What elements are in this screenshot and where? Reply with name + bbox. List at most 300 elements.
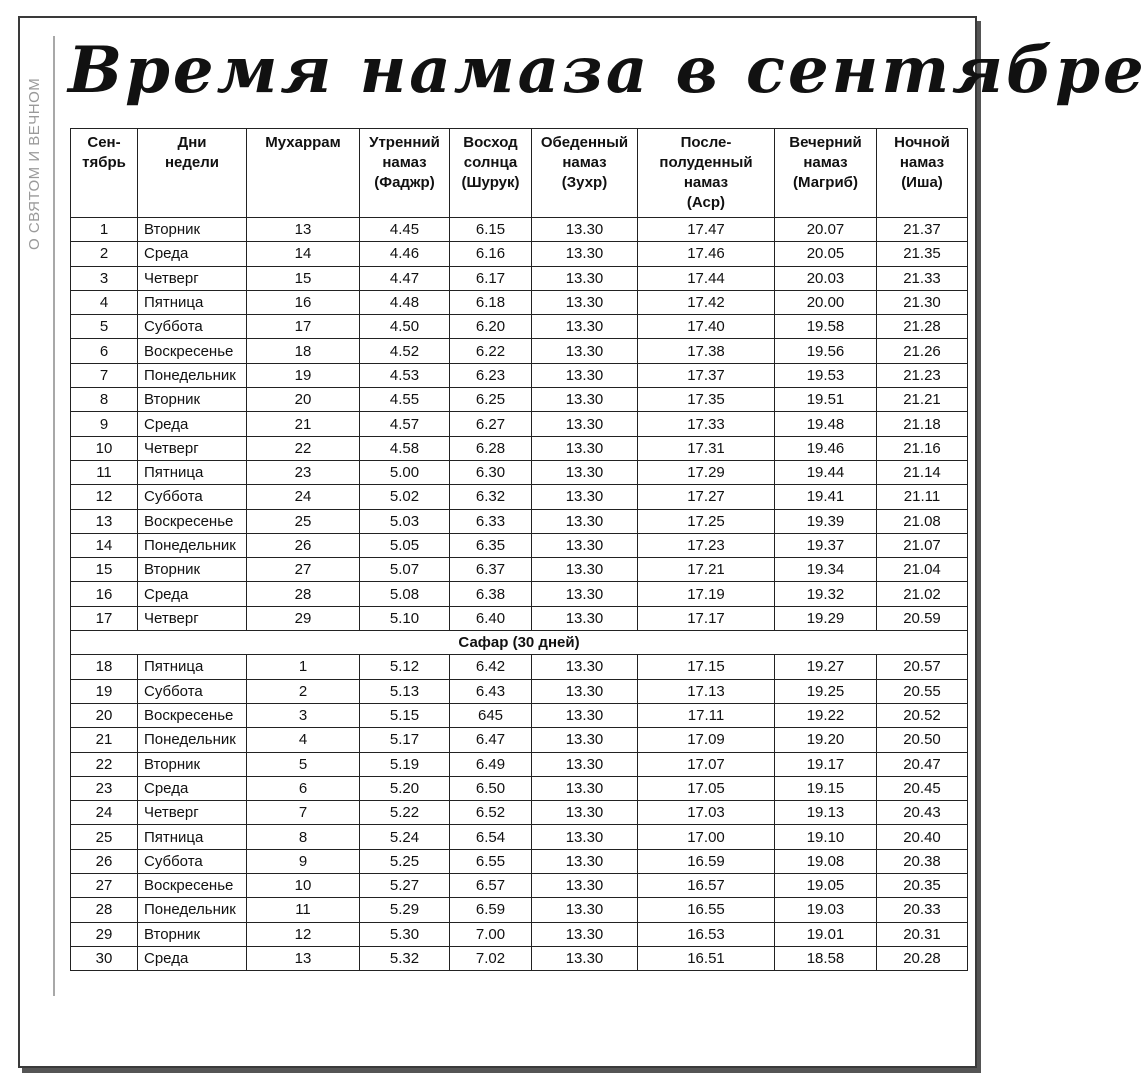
table-cell: 13.30 [532,266,638,290]
table-cell: 13.30 [532,218,638,242]
table-row [71,655,968,679]
table-cell: 5.19 [360,752,450,776]
table-cell: 5.00 [360,460,450,484]
table-cell: 6.17 [450,266,532,290]
table-cell: 19.51 [775,388,877,412]
table-cell: 16.51 [638,946,775,970]
table-cell: 17.05 [638,776,775,800]
table-cell: 6 [71,339,138,363]
table-cell: 29 [247,606,360,630]
table-cell: 5.17 [360,728,450,752]
table-cell: Понедельник [138,363,247,387]
table-cell: 28 [71,898,138,922]
table-cell: 2 [71,242,138,266]
table-cell: 5.30 [360,922,450,946]
column-header: Дни недели [138,129,247,218]
table-cell: 13.30 [532,655,638,679]
table-cell: 7 [71,363,138,387]
table-cell: 16.59 [638,849,775,873]
divider [53,36,55,996]
table-cell: 19.10 [775,825,877,849]
table-cell: Вторник [138,218,247,242]
table-cell: 20.59 [877,606,968,630]
table-cell: 19.08 [775,849,877,873]
table-cell: 21.33 [877,266,968,290]
table-cell: 21.21 [877,388,968,412]
table-cell: 20.55 [877,679,968,703]
table-cell: 13.30 [532,533,638,557]
table-cell: Понедельник [138,728,247,752]
table-cell: 29 [71,922,138,946]
table-row [71,509,968,533]
table-row [71,242,968,266]
table-cell: 13.30 [532,315,638,339]
table-cell: 6.22 [450,339,532,363]
table-cell: 7.02 [450,946,532,970]
table-cell: 20.33 [877,898,968,922]
table-cell: 13.30 [532,776,638,800]
table-cell: 4.55 [360,388,450,412]
table-cell: 17.21 [638,558,775,582]
table-cell: 5.07 [360,558,450,582]
table-cell: 24 [247,485,360,509]
table-cell: 12 [71,485,138,509]
table-cell: Понедельник [138,898,247,922]
table-cell: 30 [71,946,138,970]
table-cell: 21.02 [877,582,968,606]
table-cell: Пятница [138,655,247,679]
table-cell: 21.26 [877,339,968,363]
table-cell: 13.30 [532,922,638,946]
table-cell: 17.29 [638,460,775,484]
table-cell: 19 [71,679,138,703]
table-cell: 13.30 [532,509,638,533]
table-cell: 5.25 [360,849,450,873]
table-cell: 16.55 [638,898,775,922]
table-cell: 19.17 [775,752,877,776]
table-row [71,922,968,946]
table-cell: Вторник [138,558,247,582]
table-cell: 23 [247,460,360,484]
table-row [71,946,968,970]
table-cell: 19.29 [775,606,877,630]
table-cell: 21.28 [877,315,968,339]
table-cell: 17.42 [638,290,775,314]
table-cell: 6 [247,776,360,800]
table-cell: 20.03 [775,266,877,290]
table-cell: 13.30 [532,752,638,776]
table-cell: 17.00 [638,825,775,849]
table-cell: 5.03 [360,509,450,533]
table-cell: 15 [71,558,138,582]
table-cell: 4.50 [360,315,450,339]
table-cell: 20.50 [877,728,968,752]
table-cell: 4.48 [360,290,450,314]
table-cell: 20.00 [775,290,877,314]
table-cell: 13.30 [532,363,638,387]
table-cell: 13.30 [532,679,638,703]
table-cell: 6.32 [450,485,532,509]
table-cell: 13.30 [532,558,638,582]
table-cell: 20.07 [775,218,877,242]
table-cell: 19.25 [775,679,877,703]
table-row [71,460,968,484]
table-cell: 17.19 [638,582,775,606]
table-cell: 6.43 [450,679,532,703]
table-cell: 4.53 [360,363,450,387]
table-cell: 13 [247,218,360,242]
column-header: Сен- тябрь [71,129,138,218]
table-cell: 17.47 [638,218,775,242]
prayer-times-table [70,128,968,971]
table-cell: 20 [71,703,138,727]
table-cell: 4.47 [360,266,450,290]
table-cell: 6.20 [450,315,532,339]
table-cell: 26 [71,849,138,873]
table-cell: 21.11 [877,485,968,509]
table-cell: 14 [247,242,360,266]
table-cell: 6.18 [450,290,532,314]
table-cell: Среда [138,776,247,800]
table-cell: 5.24 [360,825,450,849]
table-cell: 20.47 [877,752,968,776]
table-cell: 19.58 [775,315,877,339]
table-cell: Суббота [138,315,247,339]
table-cell: 19.01 [775,922,877,946]
column-header: Вечерний намаз (Магриб) [775,129,877,218]
table-cell: 21.37 [877,218,968,242]
table-cell: 20.45 [877,776,968,800]
table-cell: 21.14 [877,460,968,484]
table-cell: 13.30 [532,485,638,509]
table-cell: 6.28 [450,436,532,460]
table-cell: 5.32 [360,946,450,970]
table-cell: 20.57 [877,655,968,679]
table-row [71,266,968,290]
table-cell: 21 [247,412,360,436]
table-row [71,218,968,242]
table-cell: 6.38 [450,582,532,606]
table-cell: 1 [247,655,360,679]
table-cell: 17.23 [638,533,775,557]
column-header: Ночной намаз (Иша) [877,129,968,218]
table-cell: 16.53 [638,922,775,946]
page-title: Время намаза в сентябре [68,33,1147,108]
table-cell: 13.30 [532,874,638,898]
table-cell: 19.56 [775,339,877,363]
table-cell: 23 [71,776,138,800]
column-header: Мухаррам [247,129,360,218]
table-cell: 21.16 [877,436,968,460]
table-cell: 7.00 [450,922,532,946]
table-row [71,533,968,557]
table-row [71,776,968,800]
table-row [71,606,968,630]
table-cell: 20.28 [877,946,968,970]
table-cell: 6.33 [450,509,532,533]
table-cell: 17.25 [638,509,775,533]
table-cell: 6.49 [450,752,532,776]
table-cell: 13.30 [532,460,638,484]
table-cell: 6.15 [450,218,532,242]
table-cell: 5 [247,752,360,776]
column-header: Восход солнца (Шурук) [450,129,532,218]
table-cell: Пятница [138,290,247,314]
table-cell: 9 [71,412,138,436]
table-cell: 20.40 [877,825,968,849]
table-cell: 19.41 [775,485,877,509]
table-cell: Вторник [138,922,247,946]
table-cell: 21.18 [877,412,968,436]
table-cell: 27 [247,558,360,582]
table-cell: 18 [247,339,360,363]
table-row [71,315,968,339]
table-cell: 19.05 [775,874,877,898]
table-cell: 13.30 [532,412,638,436]
table-cell: 27 [71,874,138,898]
table-cell: 21.23 [877,363,968,387]
table-cell: 21.04 [877,558,968,582]
table-cell: 6.47 [450,728,532,752]
table-cell: 4.45 [360,218,450,242]
table-cell: 19.22 [775,703,877,727]
table-cell: 17.11 [638,703,775,727]
table-row [71,874,968,898]
table-cell: 17.33 [638,412,775,436]
table-cell: 9 [247,849,360,873]
table-cell: 19.46 [775,436,877,460]
table-cell: 25 [247,509,360,533]
table-row [71,825,968,849]
table-cell: Воскресенье [138,703,247,727]
table-cell: 20.05 [775,242,877,266]
table-cell: 20.31 [877,922,968,946]
table-cell: 19.13 [775,801,877,825]
table-cell: 17.09 [638,728,775,752]
table-cell: Воскресенье [138,509,247,533]
table-cell: 17.46 [638,242,775,266]
table-cell: 4 [247,728,360,752]
table-cell: 8 [247,825,360,849]
table-row [71,485,968,509]
table-cell: 6.57 [450,874,532,898]
table-row [71,582,968,606]
table-cell: 4.52 [360,339,450,363]
table-cell: 20.38 [877,849,968,873]
table-cell: Пятница [138,825,247,849]
table-cell: 26 [247,533,360,557]
table-cell: 6.50 [450,776,532,800]
table-cell: 17.13 [638,679,775,703]
table-cell: 7 [247,801,360,825]
table-cell: 14 [71,533,138,557]
table-cell: 5.13 [360,679,450,703]
table-cell: Суббота [138,485,247,509]
table-cell: 13.30 [532,242,638,266]
table-cell: 17 [247,315,360,339]
table-cell: 17.31 [638,436,775,460]
table-row [71,849,968,873]
table-cell: 11 [247,898,360,922]
table-cell: Среда [138,412,247,436]
table-cell: 6.35 [450,533,532,557]
table-cell: 13 [71,509,138,533]
table-cell: 21.30 [877,290,968,314]
table-cell: 24 [71,801,138,825]
table-cell: 16 [71,582,138,606]
table-cell: 21.07 [877,533,968,557]
table-row [71,801,968,825]
table-row [71,290,968,314]
column-header: После- полуденный намаз (Аср) [638,129,775,218]
table-cell: 17.35 [638,388,775,412]
table-cell: 4.46 [360,242,450,266]
table-cell: 4.57 [360,412,450,436]
table-cell: 4 [71,290,138,314]
table-cell: 19.20 [775,728,877,752]
table-cell: 6.30 [450,460,532,484]
table-cell: 19 [247,363,360,387]
table-cell: 13 [247,946,360,970]
table-cell: 18.58 [775,946,877,970]
table-cell: Среда [138,946,247,970]
table-cell: 19.34 [775,558,877,582]
table-cell: 4.58 [360,436,450,460]
table-row [71,363,968,387]
table-cell: 20.35 [877,874,968,898]
table-row [71,412,968,436]
table-cell: 6.54 [450,825,532,849]
table-cell: 19.32 [775,582,877,606]
table-cell: 16.57 [638,874,775,898]
table-row [71,752,968,776]
table-row [71,728,968,752]
table-cell: 17.44 [638,266,775,290]
table-row [71,436,968,460]
table-cell: Суббота [138,849,247,873]
table-cell: Понедельник [138,533,247,557]
table-cell: 5 [71,315,138,339]
table-cell: 5.05 [360,533,450,557]
table-cell: 6.37 [450,558,532,582]
table-header-row [71,129,968,218]
table-cell: 28 [247,582,360,606]
table-cell: Четверг [138,266,247,290]
table-cell: 6.40 [450,606,532,630]
table-cell: Вторник [138,752,247,776]
table-cell: 8 [71,388,138,412]
table-cell: 2 [247,679,360,703]
table-cell: 13.30 [532,339,638,363]
table-cell: 12 [247,922,360,946]
table-cell: 5.22 [360,801,450,825]
table-cell: 19.03 [775,898,877,922]
table-cell: Среда [138,582,247,606]
table-cell: Воскресенье [138,874,247,898]
table-cell: 645 [450,703,532,727]
table-cell: Среда [138,242,247,266]
table-cell: Четверг [138,436,247,460]
table-cell: 5.12 [360,655,450,679]
table-row [71,339,968,363]
table-cell: 19.37 [775,533,877,557]
table-body [71,218,968,971]
table-cell: 25 [71,825,138,849]
table-cell: 6.59 [450,898,532,922]
table-cell: 1 [71,218,138,242]
table-cell: 17.37 [638,363,775,387]
table-cell: 6.55 [450,849,532,873]
table-cell: 17.17 [638,606,775,630]
table-cell: 17.03 [638,801,775,825]
table-cell: 10 [247,874,360,898]
table-cell: Пятница [138,460,247,484]
table-cell: 5.20 [360,776,450,800]
table-cell: 19.53 [775,363,877,387]
table-cell: Воскресенье [138,339,247,363]
table-row [71,898,968,922]
table-cell: 13.30 [532,606,638,630]
table-cell: 21.08 [877,509,968,533]
table-cell: 18 [71,655,138,679]
table-cell: 13.30 [532,388,638,412]
table-cell: 20.52 [877,703,968,727]
table-cell: 19.15 [775,776,877,800]
table-row [71,703,968,727]
section-row [71,631,968,655]
column-header: Утренний намаз (Фаджр) [360,129,450,218]
table-cell: 13.30 [532,946,638,970]
table-cell: 19.44 [775,460,877,484]
table-cell: 17 [71,606,138,630]
table-cell: 13.30 [532,582,638,606]
column-header: Обеденный намаз (Зухр) [532,129,638,218]
table-cell: 5.29 [360,898,450,922]
table-cell: 3 [71,266,138,290]
table-cell: 17.15 [638,655,775,679]
table-row [71,388,968,412]
table-cell: Четверг [138,606,247,630]
table-cell: 21 [71,728,138,752]
table-cell: 13.30 [532,728,638,752]
table-cell: 22 [247,436,360,460]
table-cell: 19.39 [775,509,877,533]
table-cell: 22 [71,752,138,776]
table-cell: 6.27 [450,412,532,436]
table-cell: 3 [247,703,360,727]
table-cell: 17.27 [638,485,775,509]
table-cell: 13.30 [532,801,638,825]
table-cell: 5.02 [360,485,450,509]
table-cell: 13.30 [532,290,638,314]
side-label-text: О СВЯТОМ И ВЕЧНОМ [26,77,43,250]
table-cell: 6.23 [450,363,532,387]
table-cell: 5.15 [360,703,450,727]
table-cell: 13.30 [532,703,638,727]
table-cell: 13.30 [532,849,638,873]
table-cell: 5.08 [360,582,450,606]
table-cell: 17.40 [638,315,775,339]
table-cell: 13.30 [532,825,638,849]
table-cell: 19.48 [775,412,877,436]
table-cell: 19.27 [775,655,877,679]
table-cell: 15 [247,266,360,290]
table-cell: 6.25 [450,388,532,412]
table-cell: 16 [247,290,360,314]
table-cell: 6.42 [450,655,532,679]
section-label: Сафар (30 дней) [71,631,968,655]
table-cell: 6.52 [450,801,532,825]
